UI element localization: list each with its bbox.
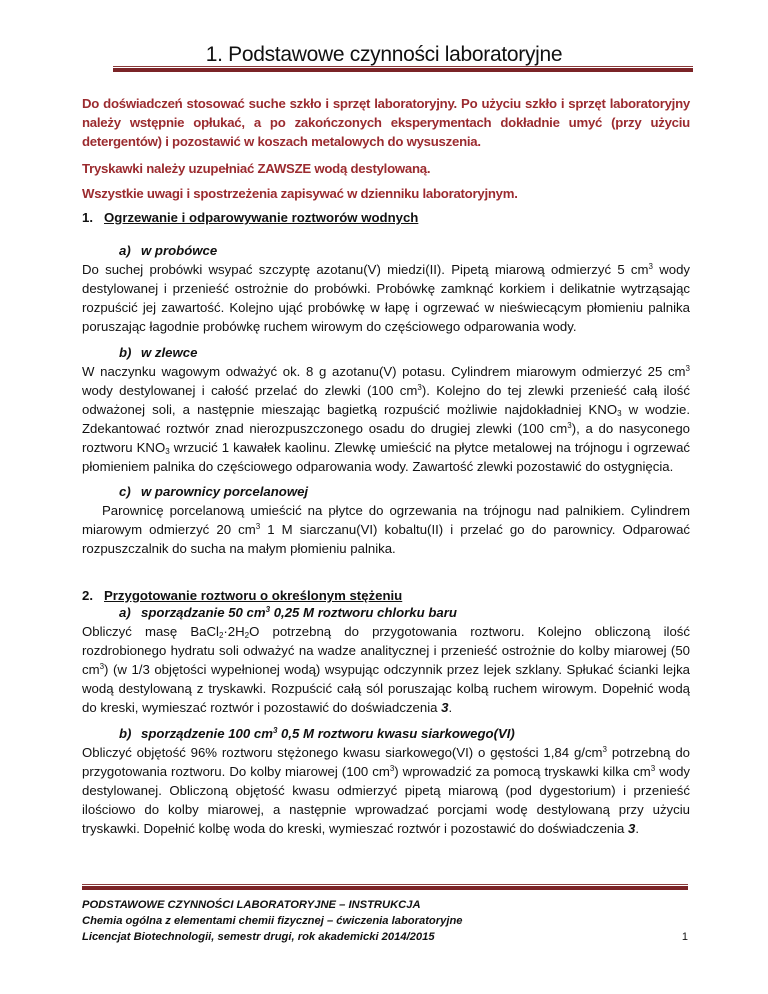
subsection-1a-text: Do suchej probówki wsypać szczyptę azotanu(V) miedzi(II). Pipetą miarową odmierzyć 5 $cm^3$ wody destylowanej i przenieść ostrożnie do probówki. Probówkę zamknąć korkiem i delikatnie wytrząsając rozpuścić jej zawartość. Kolejno ująć probówkę w łapę i ogrzewać w nieświecącym płomieniu palnika poruszając łagodnie probówkę ruchem wirowym do częściowego odparowania wody. [82,262,690,334]
notice-2-wrap [82,160,690,179]
subsection-label: a) [119,605,131,620]
subsection-1b-text: W naczynku wagowym odważyć ok. 8 g azotanu(V) potasu. Cylindrem miarowym odmierzyć 25 $cm^3$ wody destylowanej i całość przelać do zlewki (100 $cm^3$). Kolejno do tej zlewki przenieść całą ilość odważonej soli, a następnie mieszając bagietką rozpuścić możliwie najdokładniej $KNO_3$ w wodzie. Zdekantować roztwór znad nierozpuszczonego osadu do drugiej zlewki (100 $cm^3$), a do nasyconego roztworu $KNO_3$ wrzucić 1 kawałek kaolinu. Zlewkę umieścić na płytce metalowej na trójnogu i ogrzewać płomieniem palnika do częściowego odparowania wody. Zawartość zlewki pozostawić do ostygnięcia. [82,364,690,474]
section-1-heading [82,209,690,228]
footer-rule-thin [82,884,688,885]
notice-1: Do doświadczeń stosować suche szkło i sprzęt laboratoryjny. Po użyciu szkło i sprzęt laboratoryjny należy wstępnie opłukać, a po zakończonych eksperymentach dokładnie umyć (przy użyciu detergentów) i pozostawić w koszach metalowych do wysuszenia. [82,96,690,149]
page-footer [82,897,688,945]
notice-block [82,95,690,152]
footer-rule-thick [82,886,688,890]
subsection-1c-heading [82,483,727,502]
page-number: 1 [681,931,688,943]
subsection-label: c) [119,484,131,499]
subsection-1b-heading [82,344,727,363]
subsection-2a-text: Obliczyć masę $BaCl_2\cdot 2H_2O$ potrzebną do przygotowania roztworu. Kolejno obliczoną ilość rozdrobionego hydratu soli odważyć na wadze analitycznej i przenieść ostrożnie do kolby miarowej (50 $cm^3$) (w 1/3 objętości wypełnionej wodą) wsypując odczynnik przez lejek szklany. Spłukać ścianki lejka wodą destylowaną z tryskawki. Rozpuścić całą sól poruszając kolbą ruchem wirowym. Dopełnić wodą do kreski, wymieszać roztwór i pozostawić do doświadczenia 3. [82,624,690,715]
footer-line-2: Chemia ogólna z elementami chemii fizycznej – ćwiczenia laboratoryjne [82,915,463,927]
section-title: Ogrzewanie i odparowywanie roztworów wodnych [104,210,419,225]
page-title: 1. Podstawowe czynności laboratoryjne [205,43,563,66]
notice-3-wrap [82,185,690,204]
subsection-1a-heading [82,242,727,261]
subsection-label: b) [119,345,132,360]
section-number: 2. [82,588,93,603]
section-number: 1. [82,210,93,225]
notice-3: Wszystkie uwagi i spostrzeżenia zapisywać w dzienniku laboratoryjnym. [82,186,518,201]
subsection-2b-text: Obliczyć objętość 96% roztworu stężonego kwasu siarkowego(VI) o gęstości 1,84 $g/cm^3$ potrzebną do przygotowania roztworu. Do kolby miarowej (100 $cm^3$) wprowadzić za pomocą tryskawki kilka $cm^3$ wody destylowanej. Obliczoną objętość kwasu odmierzyć pipetą miarową (pod dygestorium) i przenieść ilościowo do kolby miarowej, a następnie wprowadzać porcjami wodę destylowaną przy użyciu tryskawki. Dopełnić kolbę woda do kreski, wymieszać roztwór i pozostawić do doświadczenia 3. [82,745,691,836]
notice-2: Tryskawki należy uzupełniać ZAWSZE wodą destylowaną. [82,161,431,176]
subsection-title: w zlewce [141,345,198,360]
footer-line-3: Licencjat Biotechnologii, semestr drugi, rok akademicki 2014/2015 [82,931,435,943]
subsection-2a-heading: a) sporządzanie 50 $cm^3$ 0,25 M roztworu chlorku baru [82,604,727,623]
footer-line-1: PODSTAWOWE CZYNNOŚCI LABORATORYJNE – INSTRUKCJA [82,899,421,911]
subsection-title: w parownicy porcelanowej [141,484,309,499]
title-rule-thick [113,68,693,72]
subsection-title: w probówce [141,243,218,258]
section-title: Przygotowanie roztworu o określonym stężeniu [104,588,403,603]
subsection-1c-text: Parownicę porcelanową umieścić na płytce do ogrzewania na trójnogu nad palnikiem. Cylindrem miarowym odmierzyć 20 $cm^3$ 1 M siarczanu(VI) kobaltu(II) i przelać go do parownicy. Odparować rozpuszczalnik do sucha na małym płomieniu palnika. [82,503,690,556]
subsection-label: b) [119,726,132,741]
subsection-label: a) [119,243,131,258]
subsection-2b-heading: b) sporządzenie 100 $cm^3$ 0,5 M roztworu kwasu siarkowego(VI) [82,725,727,744]
title-rule-thin [113,66,693,67]
